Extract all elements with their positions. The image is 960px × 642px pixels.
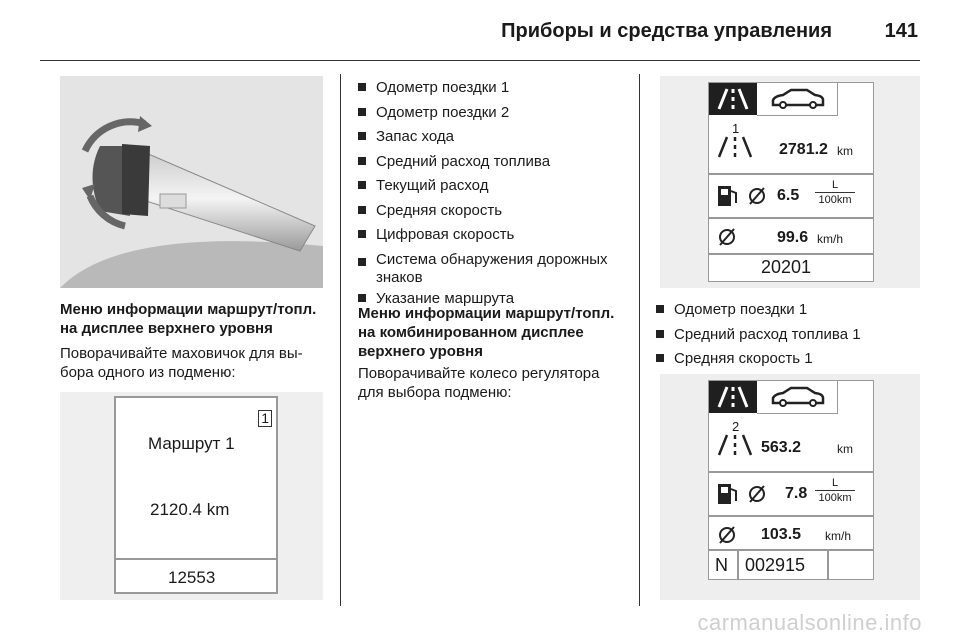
list-item: Средняя скорость 1 xyxy=(656,347,926,372)
speed-row: 99.6 km/h xyxy=(709,219,873,253)
list-item: Одометр поездки 2 xyxy=(358,101,633,126)
submenu-list-lower xyxy=(656,298,926,372)
odometer-value: 20201 xyxy=(761,257,812,277)
car-icon xyxy=(757,83,838,116)
column-divider-1 xyxy=(340,74,341,606)
fuel-unit: L 100km xyxy=(815,477,855,504)
page-header xyxy=(40,0,920,61)
combined-display-screen xyxy=(708,82,874,282)
list-item: Указание маршрута xyxy=(358,287,633,312)
fuel-pump-icon xyxy=(715,183,775,209)
combined-display-2 xyxy=(660,374,920,600)
road-icon xyxy=(715,433,755,457)
trip-title: Маршрут 1 xyxy=(148,434,235,453)
odometer-value: 12553 xyxy=(168,568,216,587)
list-item: Текущий расход xyxy=(358,174,633,199)
list-item: Запас хода xyxy=(358,125,633,150)
list-item: Средний расход топлива xyxy=(358,150,633,175)
trip-display-screen xyxy=(114,396,278,594)
trip-distance: 2120.4 km xyxy=(150,500,230,519)
road-icon xyxy=(709,381,757,413)
watermark: carmanualsonline.info xyxy=(697,610,922,635)
list-item: Одометр поездки 1 xyxy=(656,298,926,323)
combined-display-1 xyxy=(660,76,920,288)
fuel-row: 6.5 L 100km xyxy=(709,175,873,215)
submenu-list-upper xyxy=(358,76,633,311)
page-number: 141 xyxy=(884,20,918,42)
fuel-unit: L 100km xyxy=(815,179,855,206)
header-title: Приборы и средства управления xyxy=(501,20,832,42)
list-item: Одометр поездки 1 xyxy=(358,76,633,101)
middle-body: Поворачивайте колесо регулятора для выбора подменю: xyxy=(358,365,600,401)
trip-distance-row: 1 2781.2 km xyxy=(709,119,873,169)
trip-number-badge: 1 xyxy=(258,410,272,427)
trip-number: 1 xyxy=(732,121,740,136)
steering-stalk-photo xyxy=(60,76,323,288)
average-icon xyxy=(715,523,739,547)
middle-heading: Меню информации маршрут/топл. на комбинированном дисплее верхнего уровня xyxy=(358,305,615,360)
fuel-pump-icon xyxy=(715,481,775,507)
left-heading: Меню информации маршрут/топл. на дисплее верхнего уровня xyxy=(60,301,317,337)
fuel-row: 7.8 L 100km xyxy=(709,473,873,513)
combined-display-screen xyxy=(708,380,874,580)
odometer-value: 002915 xyxy=(745,555,806,575)
road-icon xyxy=(709,83,757,115)
road-icon xyxy=(715,135,755,159)
car-icon xyxy=(757,381,838,414)
trip-number: 2 xyxy=(732,419,740,434)
list-item: Средняя скорость xyxy=(358,199,633,224)
trip-distance-row: 2 563.2 km xyxy=(709,417,873,467)
speed-row: 103.5 km/h xyxy=(709,517,873,549)
list-item: Цифровая скорость xyxy=(358,223,633,248)
average-icon xyxy=(715,225,739,249)
column-divider-2 xyxy=(639,74,640,606)
left-body: Поворачивайте маховичок для вы- бора одного из подменю: xyxy=(60,345,303,381)
list-item: Система обнаружения дорожных знаков xyxy=(358,248,633,287)
list-item: Средний расход топлива 1 xyxy=(656,323,926,348)
trip-display-upper xyxy=(60,392,323,600)
gear-indicator: N xyxy=(715,555,728,575)
